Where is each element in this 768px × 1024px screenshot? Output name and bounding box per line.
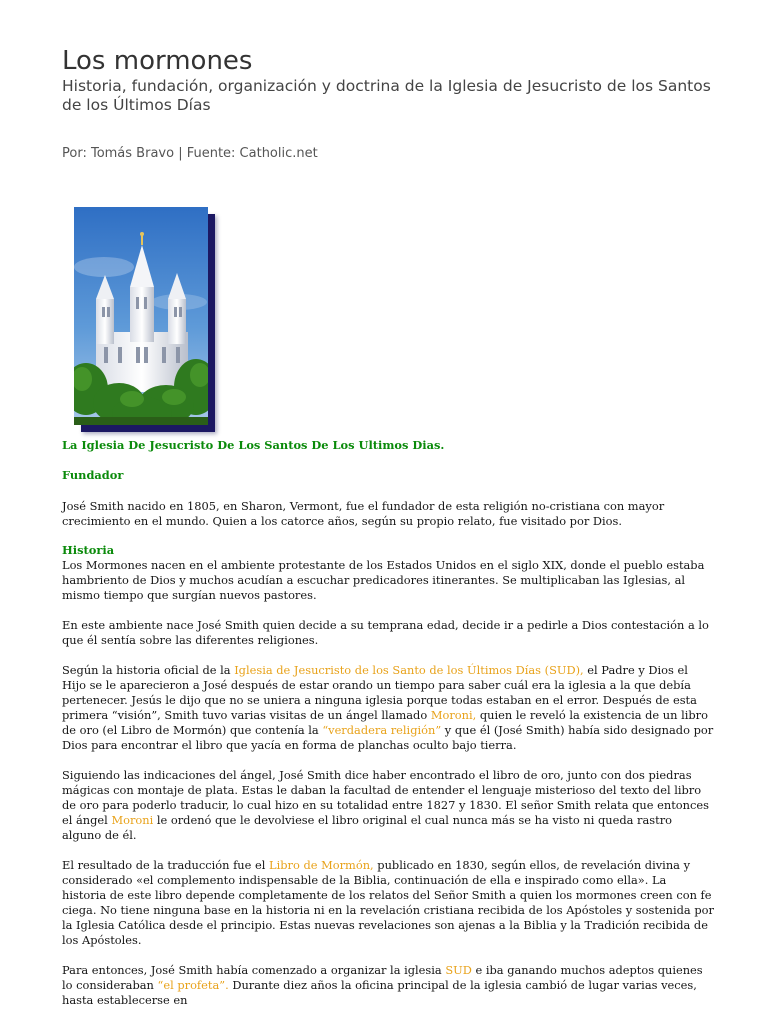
fundador-paragraph: José Smith nacido en 1805, en Sharon, Vermont, fue el fundador de esta religión no-cristiana con mayor crecimiento en el mundo. Quien a los catorce años, según su propio relato, fue visitado por Dios.	[62, 499, 665, 528]
text-run: El resultado de la traducción fue el	[62, 858, 270, 872]
temple-photo	[74, 207, 208, 425]
page-subtitle: Historia, fundación, organización y doctrina de la Iglesia de Jesucristo de los Santos de los Últimos Días	[62, 77, 711, 114]
link-moroni[interactable]: Moroni,	[430, 708, 477, 722]
text-run: Para entonces, José Smith había comenzado a organizar la iglesia	[62, 963, 446, 977]
historia-paragraph-3	[62, 663, 714, 753]
section-heading-historia: Historia	[62, 543, 115, 557]
text-run: quien le reveló la existencia de un libro de oro (el Libro de Mormón) que contenía la	[62, 708, 708, 737]
text-run: Siguiendo las indicaciones del ángel, José Smith dice haber encontrado el libro de oro, junto con dos piedras mágicas con montaje de plata. Estas le daban la facultad de entender el lenguaje misterioso del texto del libro de oro para poderlo traducir, lo cual hizo en su totalidad entre 1827 y 1830. El señor Smith relata que entonces el ángel	[62, 768, 709, 827]
historia-paragraph-1: Los Mormones nacen en el ambiente protestante de los Estados Unidos en el siglo XIX, donde el pueblo estaba hambriento de Dios y muchos acudían a escuchar predicadores itinerantes. Se multiplicaban las Iglesias, al mismo tiempo que surgían nuevos pastores.	[62, 558, 705, 602]
historia-paragraph-6	[62, 963, 714, 1008]
church-title: La Iglesia De Jesucristo De Los Santos De Los Ultimos Dias.	[62, 438, 445, 452]
article-body	[62, 438, 714, 1008]
byline: Por: Tomás Bravo | Fuente: Catholic.net	[62, 146, 318, 161]
historia-paragraph-5	[62, 858, 714, 948]
historia-paragraph-2: En este ambiente nace José Smith quien decide a su temprana edad, decide ir a pedirle a Dios contestación a lo que él sentía sobre las diferentes religiones.	[62, 618, 709, 647]
link-iglesia-sud[interactable]: Iglesia de Jesucristo de los Santo de los Últimos Días (SUD),	[234, 663, 584, 677]
historia-paragraph-4	[62, 768, 714, 843]
text-run: Durante diez años la oficina principal de la iglesia cambió de lugar varias veces, hasta establecerse en	[62, 978, 697, 1007]
link-moroni[interactable]: Moroni	[111, 813, 154, 827]
text-run: publicado en 1830, según ellos, de revelación divina y considerado «el complemento indispensable de la Biblia, continuación de ella e inspirado como ella». La historia de este libro depende completamente de los relatos del Señor Smith a quien los mormones creen con fe ciega. No tiene ninguna base en la historia ni en la revelación cristiana recibida de los Apóstoles y sostenida por la Iglesia Católica desde el principio. Estas nuevas revelaciones son ajenas a la Biblia y la Tradición recibida de los Apóstoles.	[62, 858, 714, 947]
link-sud[interactable]: SUD	[445, 963, 472, 977]
text-run: Según la historia oficial de la	[62, 663, 235, 677]
page-title: Los mormones	[62, 46, 253, 76]
link-el-profeta[interactable]: “el profeta”.	[157, 978, 229, 992]
link-verdadera-religion[interactable]: “verdadera religión”	[322, 723, 442, 737]
link-libro-de-mormon[interactable]: Libro de Mormón,	[269, 858, 374, 872]
text-run: le ordenó que le devolviese el libro original el cual nunca más se ha visto ni queda rastro alguno de él.	[62, 813, 672, 842]
text-run: el Padre y Dios el Hijo se le aparecieron a José después de estar orando un tiempo para saber cuál era la iglesia a la que debía pertenecer. Jesús le dijo que no se uniera a ninguna iglesia porque todas estaban en el error. Después de esta primera “visión”, Smith tuvo varias visitas de un ángel llamado	[62, 663, 697, 722]
text-run: e iba ganando muchos adeptos quienes lo consideraban	[62, 963, 703, 992]
section-heading-fundador: Fundador	[62, 468, 124, 482]
text-run: y que él (José Smith) había sido designado por Dios para encontrar el libro que yacía en forma de planchas oculto bajo tierra.	[62, 723, 714, 752]
